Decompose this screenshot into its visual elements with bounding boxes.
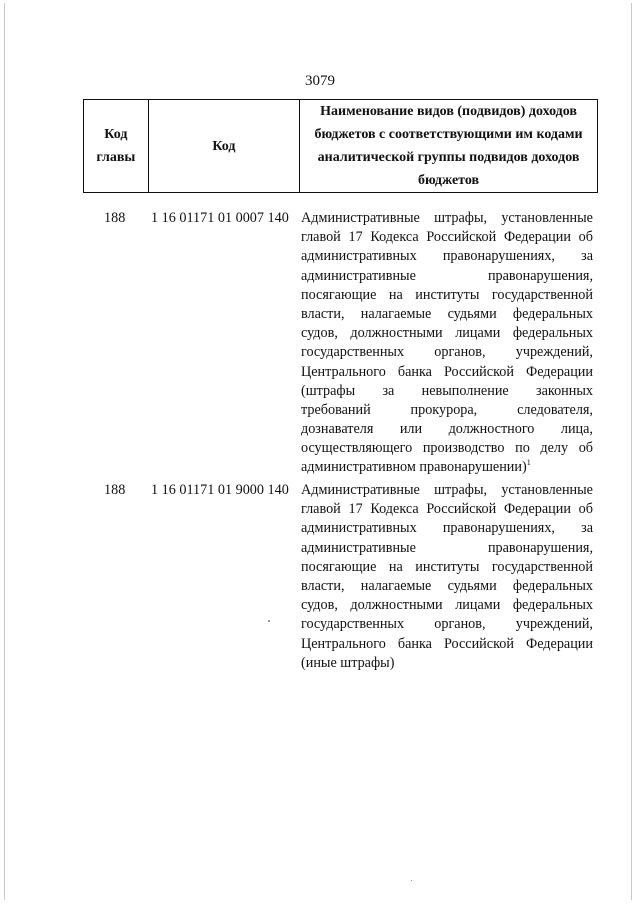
description-word: установленные xyxy=(501,210,593,226)
footnote-marker: 1 xyxy=(526,458,531,468)
description-word: об xyxy=(578,440,593,457)
description-line xyxy=(301,363,593,382)
description-word: Федерации xyxy=(525,635,593,652)
description-word: требований xyxy=(301,401,371,418)
description-line xyxy=(301,615,593,634)
description-word: судов, xyxy=(301,325,338,342)
description-word: государственной xyxy=(491,558,593,575)
description-word: Федерации xyxy=(503,229,571,246)
description-line xyxy=(301,481,593,500)
row-chapter-code: 188 xyxy=(104,210,126,226)
description-word: об xyxy=(578,501,593,518)
description-word: штрафы, xyxy=(434,482,488,498)
description-line xyxy=(301,577,593,596)
description-word: Российской xyxy=(426,229,497,246)
scan-speck xyxy=(411,880,412,881)
description-line-text: административном правонарушении) xyxy=(301,459,527,476)
header-chapter-code xyxy=(84,100,149,193)
description-word: установленные xyxy=(501,482,593,498)
description-word: по xyxy=(515,440,530,457)
description-word: Административные xyxy=(301,210,420,226)
description-line xyxy=(301,267,593,286)
page-number: 3079 xyxy=(305,73,335,89)
description-word: за xyxy=(382,382,395,399)
description-word: федеральных xyxy=(512,597,593,614)
description-word: федеральных xyxy=(512,325,593,342)
description-line xyxy=(301,305,593,324)
description-line xyxy=(301,228,593,247)
description-word: посягающие xyxy=(301,286,377,303)
header-name-line-1: Наименование видов (подвидов) доходов xyxy=(320,104,577,119)
description-word: об xyxy=(578,229,593,246)
header-chapter-code-line-2: главы xyxy=(96,150,136,165)
description-word: лицами xyxy=(455,597,501,614)
description-line xyxy=(301,247,593,266)
row-code: 1 16 01171 01 9000 140 xyxy=(151,482,289,498)
description-word: банка xyxy=(397,363,432,380)
description-word: административные xyxy=(301,539,416,556)
description-word: налагаемые xyxy=(360,577,432,594)
description-word: правонарушениях, xyxy=(442,248,555,265)
header-code: Код xyxy=(148,100,299,193)
description-word: за xyxy=(581,520,593,537)
description-word: банка xyxy=(397,635,432,652)
description-word: производство xyxy=(422,440,505,457)
description-line xyxy=(301,324,593,343)
description-word: Российской xyxy=(444,363,514,380)
description-word: Федерации xyxy=(503,501,571,518)
description-line xyxy=(301,420,593,439)
description-word: 17 xyxy=(348,229,363,246)
description-line xyxy=(301,539,593,558)
description-word: Российской xyxy=(444,635,514,652)
description-word: должностного xyxy=(448,421,535,438)
description-word: учреждений, xyxy=(515,616,593,633)
description-word: должностными xyxy=(350,325,443,342)
row-description xyxy=(301,209,593,478)
description-word: главой xyxy=(301,229,341,246)
description-line xyxy=(301,519,593,538)
description-word: государственной xyxy=(491,286,593,303)
description-word: государственных xyxy=(301,344,405,361)
description-word: административных xyxy=(301,520,417,537)
description-word: судов, xyxy=(301,597,338,614)
description-word: на xyxy=(388,286,403,303)
row-chapter-code: 188 xyxy=(104,482,126,498)
description-word: законных xyxy=(536,382,593,399)
description-word: Федерации xyxy=(525,363,593,380)
header-name-line-3: аналитической группы подвидов доходов xyxy=(317,150,580,165)
description-word: Административные xyxy=(301,482,420,498)
description-word: правонарушения, xyxy=(487,539,593,556)
description-line xyxy=(301,401,593,420)
description-word: учреждений, xyxy=(515,344,593,361)
table-header xyxy=(83,99,598,193)
description-line xyxy=(301,343,593,362)
header-name-line-2: бюджетов с соответствующими им кодами xyxy=(314,127,583,142)
row-description xyxy=(301,481,593,673)
description-word: власти, xyxy=(301,305,345,322)
header-name xyxy=(300,100,598,193)
description-word: Кодекса xyxy=(370,501,419,518)
description-word: на xyxy=(388,558,403,575)
description-word: прокурора, xyxy=(410,401,478,418)
description-word: штрафы, xyxy=(434,210,488,226)
description-word: 17 xyxy=(348,501,363,518)
description-word: Кодекса xyxy=(370,229,419,246)
description-word: невыполнение xyxy=(421,382,509,399)
header-chapter-code-line-1: Код xyxy=(104,127,128,142)
description-word: главой xyxy=(301,501,341,518)
description-word: следователя, xyxy=(517,401,593,418)
description-word: органов, xyxy=(434,616,486,633)
description-word: государственных xyxy=(301,616,405,633)
description-line xyxy=(301,209,593,228)
description-word: правонарушения, xyxy=(487,267,593,284)
description-word: (штрафы xyxy=(301,382,356,399)
description-word: Российской xyxy=(426,501,497,518)
description-word: судьями xyxy=(447,305,497,322)
description-line xyxy=(301,286,593,305)
description-line xyxy=(301,439,593,458)
description-word: дознавателя xyxy=(301,421,374,438)
description-word: делу xyxy=(540,440,569,457)
description-word: судьями xyxy=(447,577,497,594)
description-word: налагаемые xyxy=(360,305,432,322)
description-word: за xyxy=(581,248,593,265)
description-line xyxy=(301,558,593,577)
description-word: федеральных xyxy=(512,305,593,322)
description-word: институты xyxy=(415,286,480,303)
scan-speck xyxy=(268,620,270,622)
row-code: 1 16 01171 01 0007 140 xyxy=(151,210,289,226)
description-word: институты xyxy=(415,558,480,575)
header-name-line-4: бюджетов xyxy=(418,173,480,188)
description-word: административных xyxy=(301,248,417,265)
description-word: Центрального xyxy=(301,363,386,380)
description-line xyxy=(301,382,593,401)
description-word: осуществляющего xyxy=(301,440,413,457)
description-word: должностными xyxy=(350,597,443,614)
description-line-last xyxy=(301,458,593,477)
description-word: правонарушениях, xyxy=(442,520,555,537)
description-word: власти, xyxy=(301,577,345,594)
description-word: административные xyxy=(301,267,416,284)
description-word: посягающие xyxy=(301,558,377,575)
description-word: лица, xyxy=(560,421,593,438)
description-word: Центрального xyxy=(301,635,386,652)
description-line xyxy=(301,596,593,615)
description-line-last: (иные штрафы) xyxy=(301,654,395,671)
description-line xyxy=(301,500,593,519)
description-word: органов, xyxy=(434,344,486,361)
description-word: федеральных xyxy=(512,577,593,594)
description-word: или xyxy=(399,421,423,438)
description-word: лицами xyxy=(455,325,501,342)
description-line xyxy=(301,635,593,654)
